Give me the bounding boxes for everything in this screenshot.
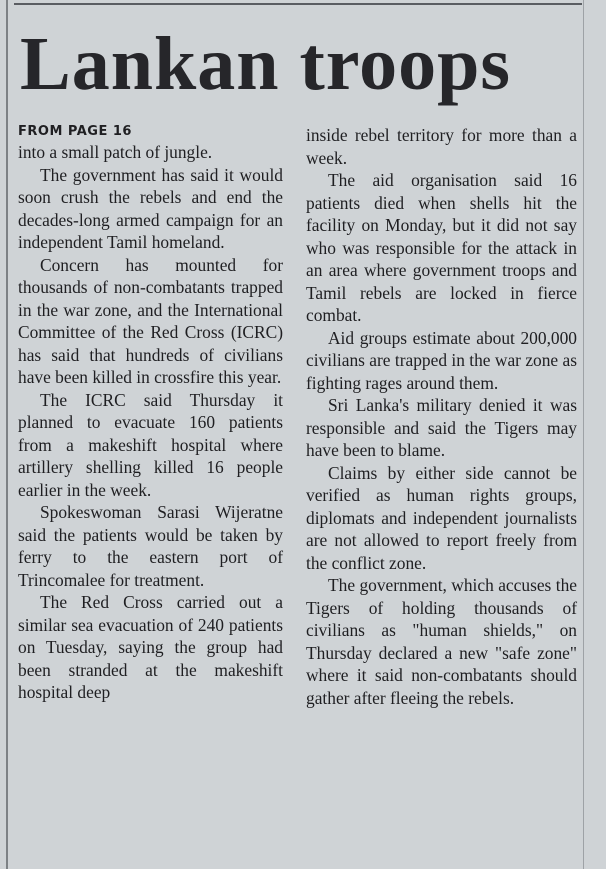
article-column-right (306, 124, 577, 709)
headline: Lankan troops (20, 22, 512, 106)
paragraph: Spokeswoman Sarasi Wijeratne said the patients would be taken by ferry to the eastern port of Trincomalee for treatment. (18, 502, 283, 590)
paragraph: Aid groups estimate about 200,000 civilians are trapped in the war zone as fighting rages around them. (306, 327, 577, 393)
paragraph: Concern has mounted for thousands of non-combatants trapped in the war zone, and the International Committee of the Red Cross (ICRC) has said that hundreds of civilians have been killed in crossfire this year. (18, 254, 283, 387)
paragraph: into a small patch of jungle. (18, 142, 213, 162)
column-rule-right (583, 0, 584, 869)
paragraph: The aid organisation said 16 patients died when shells hit the facility on Monday, but it did not say who was responsible for the attack in an area where government troops and Tamil rebels are locked in fierce combat. (306, 170, 577, 325)
paragraph: The government, which accuses the Tigers of holding thousands of civilians as "human shields," on Thursday declared a new "safe zone" where it said non-combatants should gather after fleeing the rebels. (306, 575, 577, 708)
column-rule-left (6, 0, 8, 869)
top-rule (14, 3, 582, 5)
paragraph: The ICRC said Thursday it planned to evacuate 160 patients from a makeshift hospital where artillery shelling killed 16 people earlier in the week. (18, 389, 283, 500)
paragraph: Sri Lanka's military denied it was responsible and said the Tigers may have been to blame. (306, 395, 577, 460)
paragraph: The government has said it would soon crush the rebels and end the decades-long armed campaign for an independent Tamil homeland. (18, 164, 283, 252)
article-column-left (18, 124, 283, 704)
paragraph: inside rebel territory for more than a week. (306, 125, 577, 168)
paragraph: Claims by either side cannot be verified as human rights groups, diplomats and independent journalists are not allowed to report freely from the conflict zone. (306, 462, 577, 573)
paragraph: The Red Cross carried out a similar sea evacuation of 240 patients on Tuesday, saying the group had been stranded at the makeshift hospital deep (18, 592, 283, 702)
continued-from-label: FROM PAGE 16 (18, 124, 132, 139)
